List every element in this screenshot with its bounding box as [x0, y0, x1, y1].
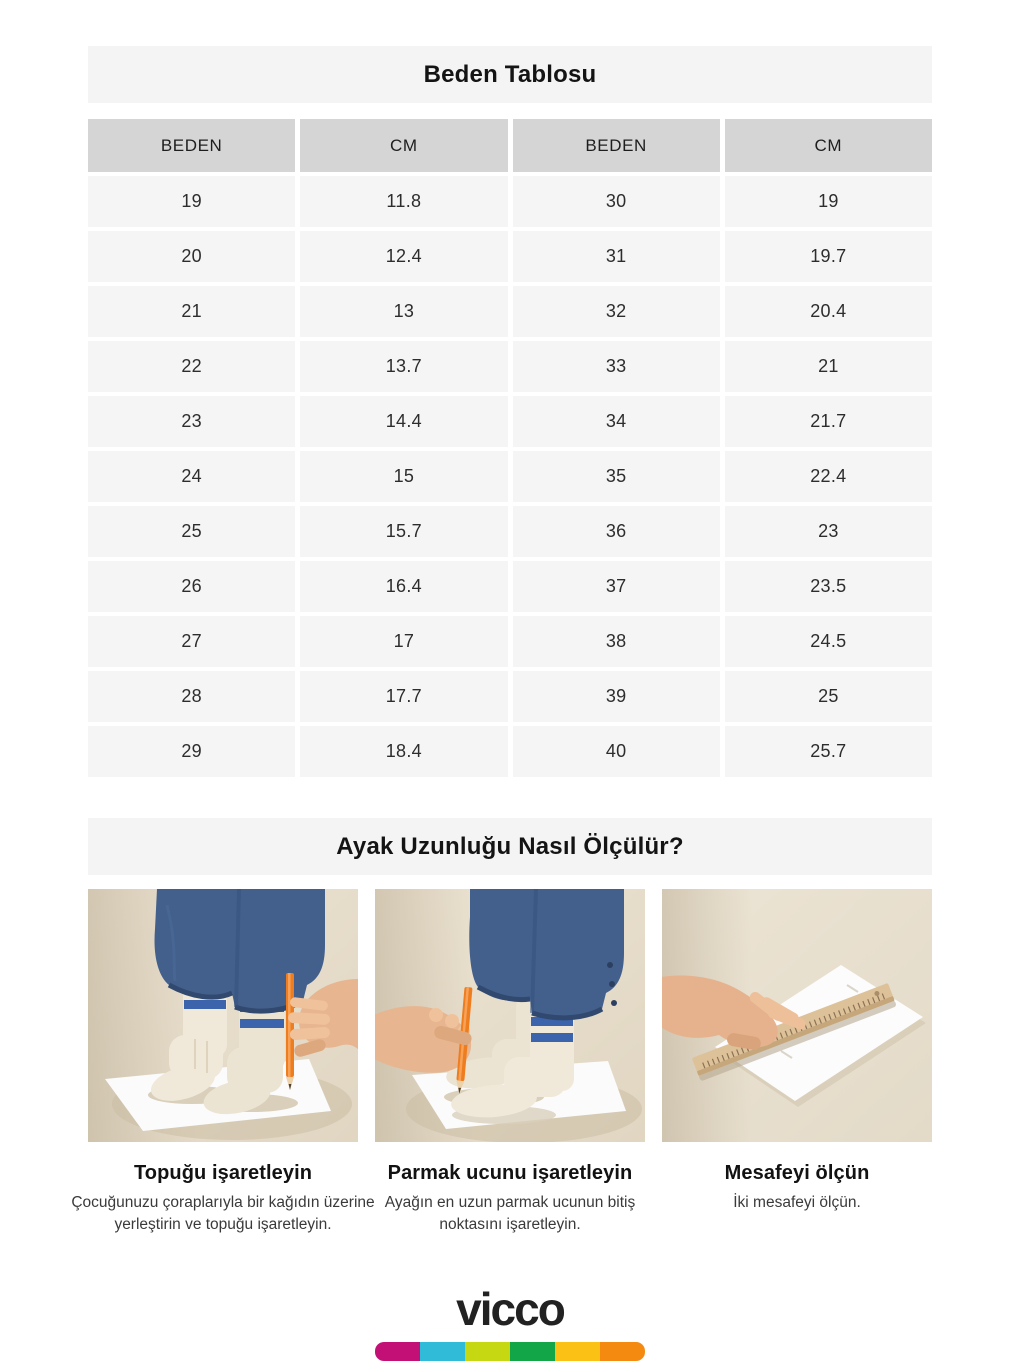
size-table-row	[88, 451, 932, 502]
brand-color-segment	[375, 1342, 420, 1361]
size-cell: 26	[88, 561, 295, 612]
cm-cell: 19.7	[725, 231, 932, 282]
size-cell: 35	[513, 451, 720, 502]
cm-cell: 25.7	[725, 726, 932, 777]
size-cell: 38	[513, 616, 720, 667]
size-table-row	[88, 396, 932, 447]
size-cell: 25	[88, 506, 295, 557]
size-cell: 36	[513, 506, 720, 557]
size-cell: 32	[513, 286, 720, 337]
size-cell: 23	[88, 396, 295, 447]
footer	[88, 1282, 932, 1361]
ruler-measuring-photo	[662, 889, 932, 1142]
size-cell: 22	[88, 341, 295, 392]
cm-cell: 18.4	[300, 726, 507, 777]
brand-color-segment	[510, 1342, 555, 1361]
cm-cell: 12.4	[300, 231, 507, 282]
step-description: Çocuğunuzu çoraplarıyla bir kağıdın üzerine yerleştirin ve topuğu işaretleyin.	[71, 1194, 375, 1234]
size-table-row	[88, 286, 932, 337]
step-heading: Parmak ucunu işaretleyin	[387, 1162, 633, 1184]
size-cell: 20	[88, 231, 295, 282]
measure-steps	[71, 889, 932, 1237]
column-header-beden-left: BEDEN	[88, 119, 295, 172]
column-header-cm-right: CM	[725, 119, 932, 172]
cm-cell: 23.5	[725, 561, 932, 612]
size-cell: 28	[88, 671, 295, 722]
brand-color-bar	[375, 1342, 645, 1361]
size-cell: 39	[513, 671, 720, 722]
cm-cell: 13.7	[300, 341, 507, 392]
size-cell: 19	[88, 176, 295, 227]
measure-title-banner	[88, 818, 932, 875]
size-table-row	[88, 506, 932, 557]
step-description: İki mesafeyi ölçün.	[733, 1194, 861, 1211]
cm-cell: 15	[300, 451, 507, 502]
cm-cell: 14.4	[300, 396, 507, 447]
size-table	[88, 119, 932, 777]
cm-cell: 24.5	[725, 616, 932, 667]
brand-color-segment	[600, 1342, 645, 1361]
heel-marking-photo	[88, 889, 358, 1142]
cm-cell: 15.7	[300, 506, 507, 557]
size-cell: 34	[513, 396, 720, 447]
cm-cell: 21.7	[725, 396, 932, 447]
cm-cell: 23	[725, 506, 932, 557]
cm-cell: 13	[300, 286, 507, 337]
size-cell: 29	[88, 726, 295, 777]
size-table-row	[88, 176, 932, 227]
size-table-title-banner	[88, 46, 932, 103]
vicco-logo: vicco	[456, 1282, 564, 1335]
cm-cell: 17	[300, 616, 507, 667]
column-header-cm-left: CM	[300, 119, 507, 172]
cm-cell: 25	[725, 671, 932, 722]
size-cell: 40	[513, 726, 720, 777]
size-table-header-row	[88, 119, 932, 172]
size-table-row	[88, 341, 932, 392]
brand-color-segment	[555, 1342, 600, 1361]
measure-step-heel	[71, 889, 375, 1237]
cm-cell: 16.4	[300, 561, 507, 612]
column-header-beden-right: BEDEN	[513, 119, 720, 172]
size-table-row	[88, 561, 932, 612]
size-cell: 24	[88, 451, 295, 502]
size-cell: 21	[88, 286, 295, 337]
cm-cell: 22.4	[725, 451, 932, 502]
size-table-row	[88, 726, 932, 777]
brand-color-segment	[420, 1342, 465, 1361]
measure-step-distance	[662, 889, 932, 1237]
size-table-title: Beden Tablosu	[423, 60, 597, 88]
size-table-row	[88, 671, 932, 722]
cm-cell: 21	[725, 341, 932, 392]
measure-step-toe	[375, 889, 645, 1237]
cm-cell: 11.8	[300, 176, 507, 227]
step-heading: Topuğu işaretleyin	[133, 1162, 313, 1184]
cm-cell: 20.4	[725, 286, 932, 337]
toe-marking-photo	[375, 889, 645, 1142]
measure-title: Ayak Uzunluğu Nasıl Ölçülür?	[336, 832, 684, 860]
size-cell: 31	[513, 231, 720, 282]
size-cell: 33	[513, 341, 720, 392]
brand-color-segment	[465, 1342, 510, 1361]
size-table-row	[88, 616, 932, 667]
step-description: Ayağın en uzun parmak ucunun bitiş noktasını işaretleyin.	[384, 1194, 636, 1234]
size-cell: 30	[513, 176, 720, 227]
cm-cell: 19	[725, 176, 932, 227]
size-cell: 27	[88, 616, 295, 667]
cm-cell: 17.7	[300, 671, 507, 722]
step-heading: Mesafeyi ölçün	[724, 1162, 870, 1184]
size-table-row	[88, 231, 932, 282]
size-table-body	[88, 176, 932, 777]
size-cell: 37	[513, 561, 720, 612]
